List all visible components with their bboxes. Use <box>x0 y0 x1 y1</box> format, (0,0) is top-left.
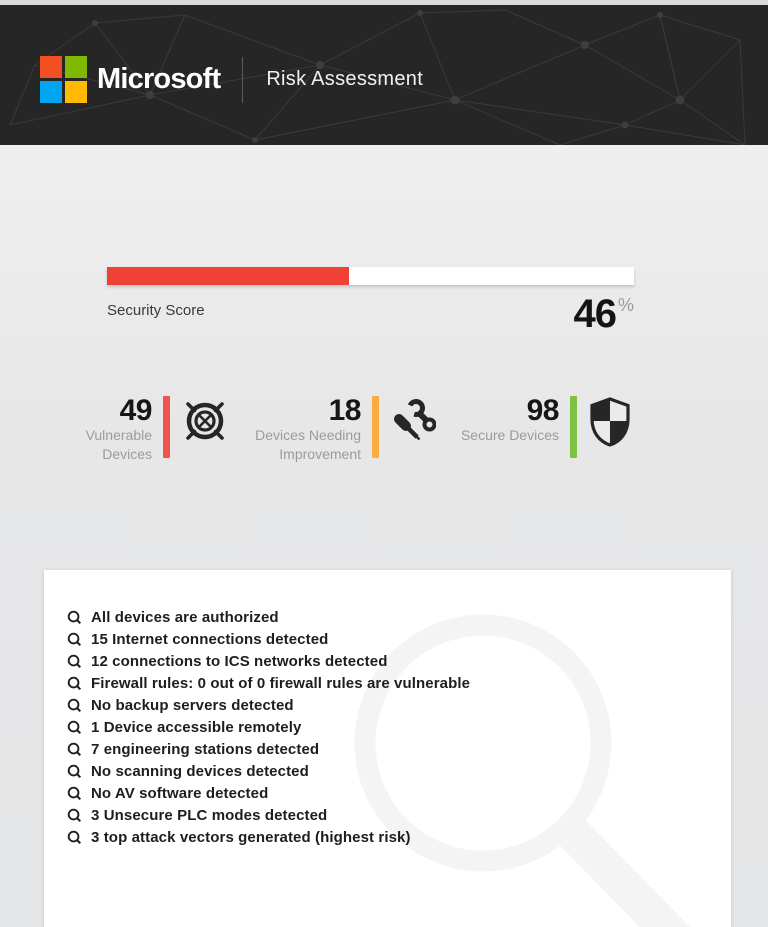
stat-value: 49 <box>119 394 152 427</box>
logo-square-red <box>40 56 62 78</box>
page-title: Risk Assessment <box>266 68 424 90</box>
finding-item <box>67 804 731 826</box>
stat-text <box>255 396 361 465</box>
search-icon <box>67 697 83 713</box>
search-icon <box>67 675 83 691</box>
stat-text <box>461 396 559 445</box>
finding-item <box>67 694 731 716</box>
findings-list <box>44 570 731 848</box>
search-icon <box>67 785 83 801</box>
microsoft-logo-icon <box>40 56 87 103</box>
target-icon <box>181 396 229 445</box>
search-icon <box>67 653 83 669</box>
search-icon <box>67 741 83 757</box>
security-score-label: Security Score <box>107 302 205 319</box>
tools-icon <box>390 396 436 445</box>
finding-item <box>67 606 731 628</box>
brand-row <box>40 56 423 103</box>
finding-item <box>67 826 731 848</box>
stat-label: Secure Devices <box>460 427 559 443</box>
search-icon <box>67 631 83 647</box>
finding-text: No scanning devices detected <box>91 762 309 780</box>
finding-item <box>67 738 731 760</box>
finding-item <box>67 628 731 650</box>
finding-text: No backup servers detected <box>91 696 294 714</box>
search-icon <box>67 829 83 845</box>
finding-text: All devices are authorized <box>91 608 279 626</box>
stat-label: Vulnerable <box>85 427 152 443</box>
finding-text: 12 connections to ICS networks detected <box>91 652 388 670</box>
stat-label: Devices <box>102 446 152 463</box>
finding-item <box>67 760 731 782</box>
stat-value: 98 <box>526 394 559 427</box>
search-icon <box>67 807 83 823</box>
logo-square-green <box>65 56 87 78</box>
finding-text: 7 engineering stations detected <box>91 740 320 758</box>
finding-item <box>67 650 731 672</box>
stat-devices-needing-improvement <box>255 396 436 465</box>
shield-checker-icon <box>588 396 632 447</box>
finding-item <box>67 672 731 694</box>
finding-text: Firewall rules: 0 out of 0 firewall rules are vulnerable <box>91 674 471 692</box>
logo-square-blue <box>40 81 62 103</box>
security-score-value <box>573 294 634 334</box>
security-score-meta <box>107 294 634 334</box>
finding-text: 15 Internet connections detected <box>91 630 329 648</box>
brand-name: Microsoft <box>97 63 221 95</box>
security-score-section <box>107 267 634 334</box>
logo-square-yellow <box>65 81 87 103</box>
stat-label: Devices Needing <box>255 427 361 443</box>
stat-accent <box>372 396 379 458</box>
search-icon <box>67 719 83 735</box>
finding-text: 3 Unsecure PLC modes detected <box>91 806 328 824</box>
finding-text: No AV software detected <box>91 784 269 802</box>
score-number: 46 <box>573 292 616 336</box>
search-icon <box>67 609 83 625</box>
stat-accent <box>163 396 170 458</box>
stat-text <box>86 396 152 465</box>
stat-secure-devices <box>461 396 632 458</box>
stat-label: Improvement <box>279 446 361 463</box>
findings-card <box>44 570 731 927</box>
search-icon <box>67 763 83 779</box>
security-score-bar <box>107 267 634 285</box>
report-header <box>0 5 768 145</box>
finding-text: 1 Device accessible remotely <box>91 718 302 736</box>
finding-item <box>67 716 731 738</box>
security-score-fill <box>107 267 349 285</box>
header-divider <box>242 57 243 103</box>
stat-value: 18 <box>328 394 361 427</box>
stat-accent <box>570 396 577 458</box>
finding-item <box>67 782 731 804</box>
finding-text: 3 top attack vectors generated (highest risk) <box>91 828 411 846</box>
stat-vulnerable-devices <box>86 396 229 465</box>
score-percent-sign: % <box>617 295 634 315</box>
